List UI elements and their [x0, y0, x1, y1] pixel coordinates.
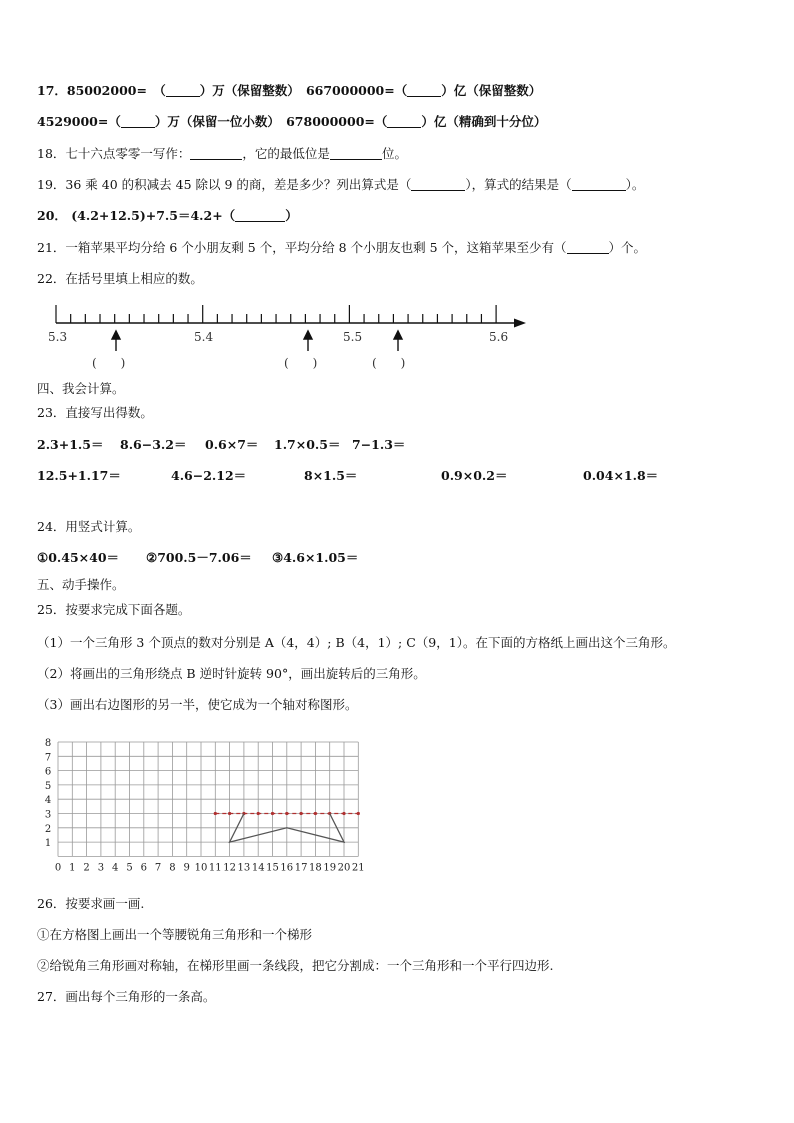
grid-x-label: 1	[69, 862, 76, 874]
calc-item: 4.6−2.12＝	[171, 468, 247, 483]
answer-blank[interactable]	[121, 115, 155, 128]
question-27-title: 27．画出每个三角形的一条高。	[37, 989, 216, 1004]
question-25-part-2: （2）将画出的三角形绕点 B 逆时针旋转 90°，画出旋转后的三角形。	[37, 666, 426, 681]
number-line-label: 5.4	[194, 330, 214, 344]
grid-x-label: 8	[169, 862, 176, 874]
grid-x-label: 9	[183, 862, 190, 874]
question-26-title: 26．按要求画一画.	[37, 896, 145, 911]
grid-x-label: 16	[280, 862, 294, 874]
question-25-title: 25．按要求完成下面各题。	[37, 602, 191, 617]
grid-y-label: 7	[44, 752, 52, 764]
grid-x-label: 12	[223, 862, 236, 874]
up-arrow-head-icon	[112, 331, 120, 339]
grid-x-label: 15	[266, 862, 279, 874]
calc-item: 0.9×0.2＝	[441, 468, 508, 483]
vertical-calc-item: ③4.6×1.05＝	[272, 550, 359, 565]
arrow-head-icon	[514, 319, 526, 328]
grid-x-label: 21	[351, 862, 365, 874]
axis-point	[342, 812, 345, 815]
number-line-label: 5.6	[489, 330, 509, 344]
grid-y-label: 6	[44, 766, 52, 778]
question-17-line-2: 4529000=（ ）万（保留一位小数） 678000000=（ ）亿（精确到十分位）	[37, 114, 547, 129]
question-23-title: 23．直接写出得数。	[37, 405, 153, 420]
axis-point	[257, 812, 260, 815]
vertical-calc-item: ①0.45×40＝	[37, 550, 120, 565]
question-17-line-1: 17．85002000= （ ）万（保留整数） 667000000=（ ）亿（保留整数）	[37, 83, 542, 98]
question-26-part-2: ②给锐角三角形画对称轴，在梯形里画一条线段，把它分割成：一个三角形和一个平行四边形.	[37, 958, 554, 973]
answer-blank[interactable]	[567, 241, 609, 254]
grid-x-label: 2	[83, 862, 90, 874]
section-5-heading: 五、动手操作。	[37, 577, 125, 592]
calc-item: 8.6−3.2＝	[120, 437, 187, 452]
calc-item: 12.5+1.17＝	[37, 468, 121, 483]
number-line	[0, 295, 560, 375]
question-26-part-1: ①在方格图上画出一个等腰锐角三角形和一个梯形	[37, 927, 313, 942]
coordinate-grid[interactable]	[0, 730, 380, 880]
grid-y-label: 4	[44, 795, 52, 807]
axis-point	[300, 812, 303, 815]
calc-item: 8×1.5＝	[304, 468, 358, 483]
up-arrow-head-icon	[394, 331, 402, 339]
grid-y-label: 2	[44, 823, 52, 835]
answer-blank[interactable]	[330, 147, 382, 160]
axis-point	[271, 812, 274, 815]
question-20: 20． (4.2+12.5)+7.5＝4.2+（ ）	[37, 208, 298, 223]
axis-point	[285, 812, 288, 815]
answer-blank[interactable]	[190, 147, 242, 160]
answer-paren[interactable]: ( )	[284, 356, 318, 370]
answer-paren[interactable]: ( )	[372, 356, 406, 370]
grid-y-label: 1	[44, 838, 52, 850]
question-22: 22．在括号里填上相应的数。	[37, 271, 203, 286]
answer-paren[interactable]: ( )	[92, 356, 126, 370]
calc-item: 1.7×0.5＝	[274, 437, 341, 452]
question-18: 18．七十六点零零一写作： ，它的最低位是 位。	[37, 146, 407, 161]
grid-x-label: 6	[140, 862, 147, 874]
grid-x-label: 4	[112, 862, 119, 874]
calc-item: 0.6×7＝	[205, 437, 259, 452]
grid-x-label: 0	[54, 862, 62, 874]
grid-y-label: 3	[44, 809, 52, 821]
axis-point	[314, 812, 317, 815]
axis-point	[228, 812, 231, 815]
answer-blank[interactable]	[387, 115, 421, 128]
answer-blank[interactable]	[411, 178, 465, 191]
grid-x-label: 10	[194, 862, 208, 874]
calc-item: 0.04×1.8＝	[583, 468, 659, 483]
vertical-calc-item: ②700.5－7.06＝	[146, 550, 252, 565]
axis-point	[214, 812, 217, 815]
question-25-part-1: （1）一个三角形 3 个顶点的数对分别是 A（4，4）; B（4，1）; C（9，1）。在下面的方格纸上画出这个三角形。	[37, 635, 676, 650]
grid-x-label: 13	[237, 862, 251, 874]
calc-item: 2.3+1.5＝	[37, 437, 104, 452]
grid-x-label: 5	[126, 862, 133, 874]
grid-y-label: 5	[44, 780, 52, 792]
number-line-label: 5.5	[343, 330, 363, 344]
answer-blank[interactable]	[407, 84, 441, 97]
grid-x-label: 3	[97, 862, 105, 874]
answer-blank[interactable]	[235, 209, 285, 222]
question-25-part-3: （3）画出右边图形的另一半，使它成为一个轴对称图形。	[37, 697, 358, 712]
question-21: 21．一箱苹果平均分给 6 个小朋友剩 5 个，平均分给 8 个小朋友也剩 5 个，这箱苹果至少有（ ）个。	[37, 240, 647, 255]
question-24-title: 24．用竖式计算。	[37, 519, 141, 534]
axis-point	[357, 812, 360, 815]
grid-y-label: 8	[44, 738, 52, 749]
grid-x-label: 18	[309, 862, 322, 874]
grid-x-label: 11	[208, 862, 222, 874]
grid-x-label: 7	[154, 862, 162, 874]
grid-x-label: 20	[337, 862, 351, 874]
answer-blank[interactable]	[166, 84, 200, 97]
calc-item: 7−1.3＝	[352, 437, 406, 452]
question-19: 19．36 乘 40 的积减去 45 除以 9 的商，差是多少？列出算式是（ ），算式的结果是（ ）。	[37, 177, 645, 192]
section-4-heading: 四、我会计算。	[37, 381, 125, 396]
grid-x-label: 19	[323, 862, 337, 874]
answer-blank[interactable]	[572, 178, 626, 191]
grid-x-label: 14	[251, 862, 265, 874]
number-line-label: 5.3	[48, 330, 68, 344]
grid-x-label: 17	[294, 862, 308, 874]
up-arrow-head-icon	[304, 331, 312, 339]
